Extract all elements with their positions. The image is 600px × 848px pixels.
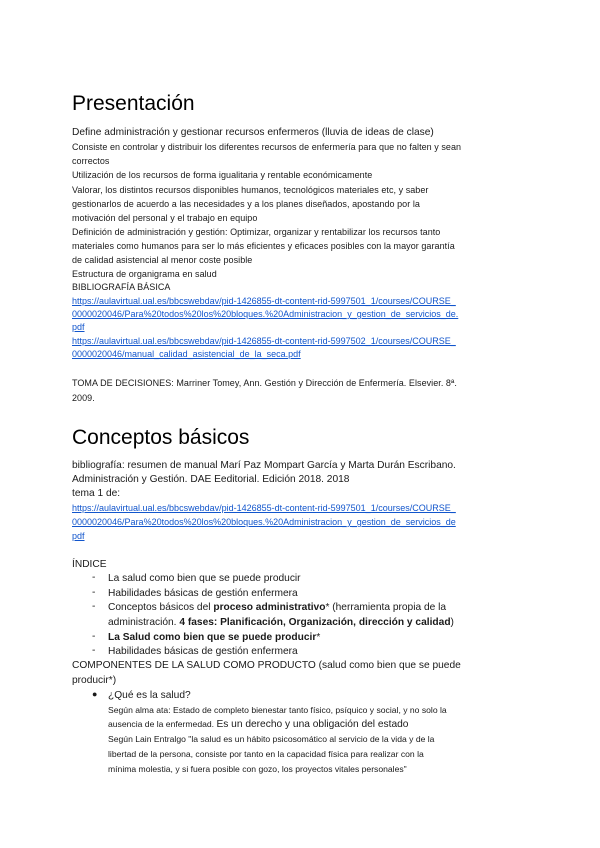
tema-link-cont[interactable]: 0000020046/Para%20todos%20los%20bloques.%20Administracion_y_gestion_de_servicios_de: [72, 517, 456, 527]
toma-decisiones-year: 2009.: [72, 393, 95, 403]
que-es-salud: ¿Qué es la salud?: [108, 690, 191, 701]
componentes-line: COMPONENTES DE LA SALUD COMO PRODUCTO (salud como bien que se puede: [72, 660, 461, 671]
text-line: Utilización de los recursos de forma igualitaria y rentable económicamente: [72, 170, 373, 180]
text-line: de calidad asistencial al menor coste posible: [72, 255, 253, 265]
bibliography-link-1[interactable]: https://aulavirtual.ual.es/bbcswebdav/pid-1426855-dt-content-rid-5997501_1/courses/COURSE_: [72, 296, 456, 306]
lain-line: libertad de la persona, consiste por tanto en la capacidad física para realizar con la: [108, 749, 424, 759]
bibliography-link-1-end[interactable]: pdf: [72, 322, 85, 332]
list-item: La salud como bien que se puede producir: [108, 573, 301, 584]
dash-bullet: -: [92, 645, 96, 656]
dash-bullet: -: [92, 572, 96, 583]
lain-line: Según Lain Entralgo "la salud es un hábito psicosomático al servicio de la vida y de la: [108, 734, 435, 744]
section-title-presentacion: Presentación: [72, 92, 195, 115]
componentes-line: producir*): [72, 675, 117, 686]
list-item: La Salud como bien que se puede producir*: [108, 632, 321, 643]
text-line: correctos: [72, 156, 110, 166]
tema-line: tema 1 de:: [72, 488, 121, 499]
text-line: Estructura de organigrama en salud: [72, 269, 217, 279]
text-line: motivación del personal y el trabajo en equipo: [72, 213, 258, 223]
dash-bullet: -: [92, 601, 96, 612]
text-line: gestionarlos de acuerdo a las necesidades y a los planes diseñados, apostando por la: [72, 199, 420, 209]
text-line: materiales como humanos para ser lo más eficientes y eficaces posibles con la mayor garantía: [72, 241, 455, 251]
list-item: Habilidades básicas de gestión enfermera: [108, 646, 298, 657]
bullet-dot: ●: [92, 689, 98, 699]
toma-decisiones-ref: TOMA DE DECISIONES: Marriner Tomey, Ann. Gestión y Dirección de Enfermería. Elsevier. 8ª.: [72, 378, 457, 388]
list-item: Habilidades básicas de gestión enfermera: [108, 588, 298, 599]
bibliography-link-1-cont[interactable]: 0000020046/Para%20todos%20los%20bloques.%20Administracion_y_gestion_de_servicios_de.: [72, 309, 459, 319]
indice-heading: ÍNDICE: [72, 559, 107, 570]
bibliography-link-2-cont[interactable]: 0000020046/manual_calidad_asistencial_de_la_seca.pdf: [72, 349, 301, 359]
tema-link[interactable]: https://aulavirtual.ual.es/bbcswebdav/pid-1426855-dt-content-rid-5997501_1/courses/COURSE_: [72, 503, 456, 513]
text-line: Consiste en controlar y distribuir los diferentes recursos de enfermería para que no falten y sean: [72, 142, 462, 152]
bibliografia-line: bibliografía: resumen de manual Marí Paz Mompart García y Marta Durán Escribano.: [72, 460, 456, 471]
list-item: Conceptos básicos del proceso administrativo* (herramienta propia de la: [108, 602, 447, 613]
dash-bullet: -: [92, 587, 96, 598]
bibliografia-line: Administración y Gestión. DAE Eeditorial. Edición 2018. 2018: [72, 474, 350, 485]
tema-link-end[interactable]: pdf: [72, 531, 85, 541]
alma-ata-line: ausencia de la enfermedad. Es un derecho y una obligación del estado: [108, 719, 409, 730]
bibliography-link-2[interactable]: https://aulavirtual.ual.es/bbcswebdav/pid-1426855-dt-content-rid-5997502_1/courses/COURSE_: [72, 336, 456, 346]
section-title-conceptos: Conceptos básicos: [72, 426, 250, 449]
bibliografia-heading: BIBLIOGRAFÍA BÁSICA: [72, 282, 171, 292]
text-line: Definición de administración y gestión: Optimizar, organizar y rentabilizar los recursos tanto: [72, 227, 441, 237]
alma-ata-line: Según alma ata: Estado de completo bienestar tanto físico, psíquico y social, y no solo la: [108, 705, 447, 715]
dash-bullet: -: [92, 631, 96, 642]
text-line: Valorar, los distintos recursos disponibles humanos, tecnológicos materiales etc, y saber: [72, 185, 429, 195]
list-item-cont: administración. 4 fases: Planificación, Organización, dirección y calidad): [108, 617, 454, 628]
lain-line: mínima molestia, y si fuera posible con gozo, los proyectos vitales personales": [108, 764, 407, 774]
text-line: Define administración y gestionar recursos enfermeros (lluvia de ideas de clase): [72, 127, 434, 138]
